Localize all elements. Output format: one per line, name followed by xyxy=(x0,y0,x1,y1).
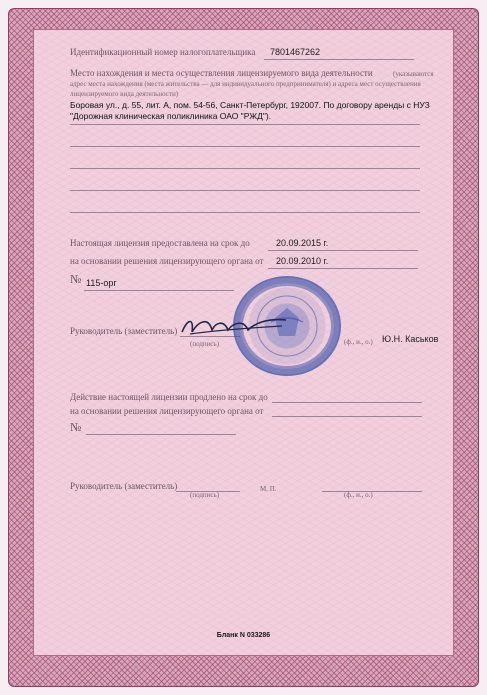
head2-mp: М. П. xyxy=(260,485,277,493)
head1-name-hint: (ф., и., о.) xyxy=(344,338,373,346)
place-value-line-2: "Дорожная клиническая поликлиника ОАО "РЖД"). xyxy=(70,111,272,121)
place-note-2: адрес места нахождения (места жительства — для индивидуального предпринимателя) и адреса мест осуществления xyxy=(70,80,421,88)
license-basis-value: 20.09.2010 г. xyxy=(276,256,329,266)
license-number-underline xyxy=(84,290,234,291)
license-term-label: Настоящая лицензия предоставлена на срок до xyxy=(70,238,250,248)
signature-icon xyxy=(178,312,290,342)
place-value-line-1: Боровая ул., д. 55, лит. А, пом. 54-56, Санкт-Петербург, 192007. По договору аренды с НУЗ xyxy=(70,100,430,110)
place-note-3: лицензируемого вида деятельности) xyxy=(70,90,179,98)
extension-term-label: Действие настоящей лицензии продлено на срок до xyxy=(70,392,268,402)
place-underline-2 xyxy=(70,146,420,147)
place-underline-4 xyxy=(70,190,420,191)
head1-label: Руководитель (заместитель) xyxy=(70,326,178,336)
license-number-value: 115-орг xyxy=(86,278,117,288)
place-label: Место нахождения и места осуществления лицензируемого вида деятельности xyxy=(70,68,373,78)
inn-underline xyxy=(264,59,414,60)
head2-label: Руководитель (заместитель) xyxy=(70,481,178,491)
head2-name-hint: (ф., и., о.) xyxy=(344,491,373,499)
license-term-underline xyxy=(268,250,418,251)
inn-value: 7801467262 xyxy=(270,47,321,57)
extension-number-underline xyxy=(86,434,236,435)
license-basis-label: на основании решения лицензирующего органа от xyxy=(70,256,264,266)
inn-label: Идентификационный номер налогоплательщика xyxy=(70,47,256,57)
head1-name-value: Ю.Н. Каськов xyxy=(382,334,439,344)
head1-sign-label: (подпись) xyxy=(190,340,220,348)
place-underline-3 xyxy=(70,168,420,169)
license-basis-underline xyxy=(268,268,418,269)
head2-sign-label: (подпись) xyxy=(190,491,220,499)
place-underline-1 xyxy=(70,124,420,125)
license-term-value: 20.09.2015 г. xyxy=(276,238,329,248)
extension-number-sign: № xyxy=(70,420,82,434)
blank-number: Бланк N 033286 xyxy=(216,632,271,639)
place-underline-5 xyxy=(70,212,420,213)
extension-basis-label: на основании решения лицензирующего органа от xyxy=(70,406,264,416)
extension-basis-underline xyxy=(272,416,422,417)
place-note-1: (указываются xyxy=(393,70,434,78)
license-number-sign: № xyxy=(70,272,82,286)
extension-term-underline xyxy=(272,402,422,403)
